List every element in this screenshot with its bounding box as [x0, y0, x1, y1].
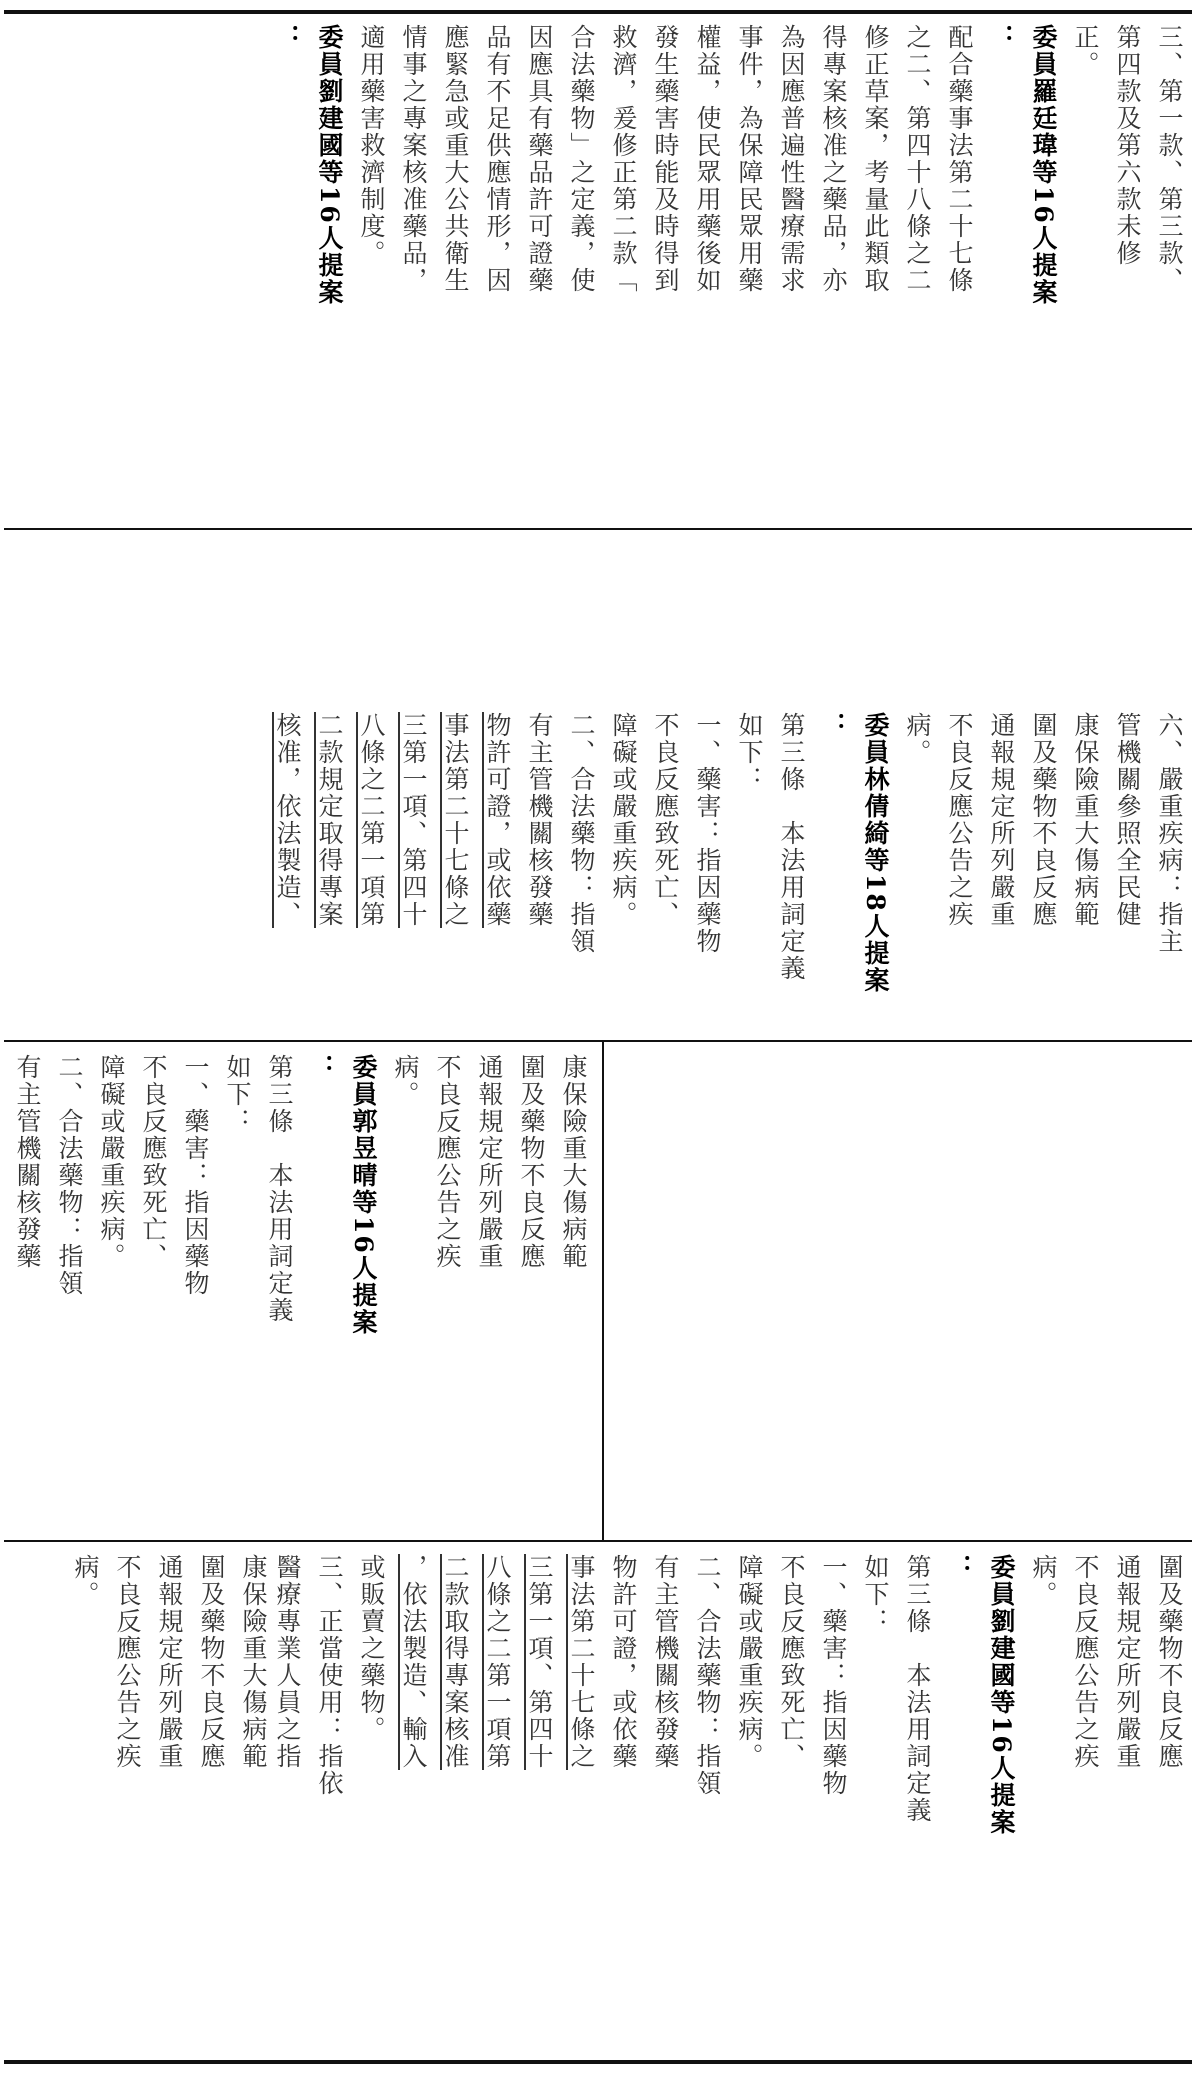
proposal-heading: 委員劉建國等16人提案	[315, 24, 344, 306]
text-panel-5	[14, 1554, 274, 2054]
page-border-top	[4, 10, 1192, 14]
text-line: ：	[945, 1554, 974, 1581]
text-line: 第三條 本法用詞定義	[265, 1054, 294, 1324]
text-line: 事件，為保障民眾用藥	[735, 24, 764, 294]
text-line: 不良反應公告之疾	[113, 1554, 142, 1770]
text-line: 康保險重大傷病範	[559, 1054, 588, 1270]
text-line: 不良反應公告之疾	[945, 712, 974, 928]
text-line: 病。	[71, 1554, 100, 1608]
text-line: 通報規定所列嚴重	[1113, 1554, 1142, 1770]
text-line: 如下：	[223, 1054, 252, 1135]
text-line: 二、合法藥物：指領	[693, 1554, 722, 1797]
text-line: 修正草案，考量此類取	[861, 24, 890, 294]
text-line: 配合藥事法第二十七條	[945, 24, 974, 294]
column-divider-2	[602, 1042, 604, 1540]
text-line: 之二、第四十八條之二	[903, 24, 932, 294]
text-line: 病。	[903, 712, 932, 766]
text-line: 障礙或嚴重疾病。	[609, 712, 638, 928]
text-line: 通報規定所列嚴重	[987, 712, 1016, 928]
text-line: ：	[307, 1054, 336, 1081]
text-line: 有主管機關核發藥	[525, 712, 554, 928]
text-line: 救濟，爰修正第二款「	[609, 24, 638, 294]
amended-text-line: 事法第二十七條之	[567, 1554, 596, 1770]
amended-text-line: 物許可證，或依藥	[483, 712, 512, 928]
amended-text-line: 八條之二第一項第	[357, 712, 386, 928]
row-divider-1	[4, 528, 1192, 530]
text-line: 品有不足供應情形，因	[483, 24, 512, 294]
text-line: 障礙或嚴重疾病。	[735, 1554, 764, 1770]
text-line: 第三條 本法用詞定義	[903, 1554, 932, 1824]
proposal-heading: 委員郭昱晴等16人提案	[349, 1054, 378, 1336]
row-divider-2	[4, 1040, 1192, 1042]
text-line: 一、藥害：指因藥物	[693, 712, 722, 955]
text-line: 情事之專案核准藥品，	[399, 24, 428, 294]
text-line: 如下：	[861, 1554, 890, 1635]
text-line: 或販賣之藥物。	[357, 1554, 386, 1743]
text-line: 不良反應致死亡、	[777, 1554, 806, 1770]
text-line: 三、第一款、第三款、	[1155, 24, 1184, 294]
text-line: 管機關參照全民健	[1113, 712, 1142, 928]
row-divider-3	[4, 1540, 1192, 1542]
amended-text-line: 事法第二十七條之	[441, 712, 470, 928]
text-line: 康保險重大傷病範	[239, 1554, 268, 1770]
text-line: 圍及藥物不良反應	[517, 1054, 546, 1270]
text-line: 因應具有藥品許可證藥	[525, 24, 554, 294]
text-line: 二、合法藥物：指領	[55, 1054, 84, 1297]
text-line: ：	[819, 712, 848, 739]
amended-text-line: ，依法製造、輸入	[399, 1554, 428, 1770]
text-line: 病。	[1029, 1554, 1058, 1608]
text-line: 有主管機關核發藥	[651, 1554, 680, 1770]
text-line: 為因應普遍性醫療需求	[777, 24, 806, 294]
proposal-heading: 委員林倩綺等18人提案	[861, 712, 890, 994]
proposal-heading: 委員羅廷瑋等16人提案	[1029, 24, 1058, 306]
text-line: 如下：	[735, 712, 764, 793]
page-border-bottom	[4, 2060, 1192, 2064]
text-line: 不良反應公告之疾	[433, 1054, 462, 1270]
text-line: 第四款及第六款未修	[1113, 24, 1142, 267]
text-line: 通報規定所列嚴重	[475, 1054, 504, 1270]
text-line: 三、正當使用：指依	[315, 1554, 344, 1797]
text-line: 得專案核准之藥品，亦	[819, 24, 848, 294]
text-line: 病。	[391, 1054, 420, 1108]
text-line: 通報規定所列嚴重	[155, 1554, 184, 1770]
text-line: 不良反應致死亡、	[651, 712, 680, 928]
text-line: 圍及藥物不良反應	[1029, 712, 1058, 928]
text-panel-1	[10, 24, 1190, 524]
text-line: 不良反應致死亡、	[139, 1054, 168, 1270]
amended-text-line	[0, 1054, 6, 1534]
proposal-heading: 委員劉建國等16人提案	[987, 1554, 1016, 1836]
text-line: 一、藥害：指因藥物	[181, 1054, 210, 1297]
text-line: 發生藥害時能及時得到	[651, 24, 680, 294]
text-line: 合法藥物」之定義，使	[567, 24, 596, 294]
text-line: ：	[273, 24, 302, 51]
text-line: 不良反應公告之疾	[1071, 1554, 1100, 1770]
text-line: 障礙或嚴重疾病。	[97, 1054, 126, 1270]
text-line: 有主管機關核發藥	[13, 1054, 42, 1270]
text-line: 二、合法藥物：指領	[567, 712, 596, 955]
amended-text-line: 三第一項、第四十	[399, 712, 428, 928]
text-line: 應緊急或重大公共衛生	[441, 24, 470, 294]
amended-text-line: 核准，依法製造、	[273, 712, 302, 928]
text-line: 適用藥害救濟制度。	[357, 24, 386, 267]
amended-text-line: 八條之二第一項第	[483, 1554, 512, 1770]
amended-text-line: 三第一項、第四十	[525, 1554, 554, 1770]
amended-text-line: 二款規定取得專案	[315, 712, 344, 928]
text-line: 第三條 本法用詞定義	[777, 712, 806, 982]
amended-text-line: 二款取得專案核准	[441, 1554, 470, 1770]
text-line: ：	[987, 24, 1016, 51]
text-line: 康保險重大傷病範	[1071, 712, 1100, 928]
text-line: 正。	[1071, 24, 1100, 78]
text-panel-2	[273, 712, 1190, 1034]
text-line: 六、嚴重疾病：指主	[1155, 712, 1184, 955]
text-line: 圍及藥物不良反應	[197, 1554, 226, 1770]
text-line: 醫療專業人員之指	[273, 1554, 302, 1770]
text-panel-3	[14, 1054, 594, 1534]
text-line: 圍及藥物不良反應	[1155, 1554, 1184, 1770]
text-line: 一、藥害：指因藥物	[819, 1554, 848, 1797]
text-line: 權益，使民眾用藥後如	[693, 24, 722, 294]
text-line: 物許可證，或依藥	[609, 1554, 638, 1770]
